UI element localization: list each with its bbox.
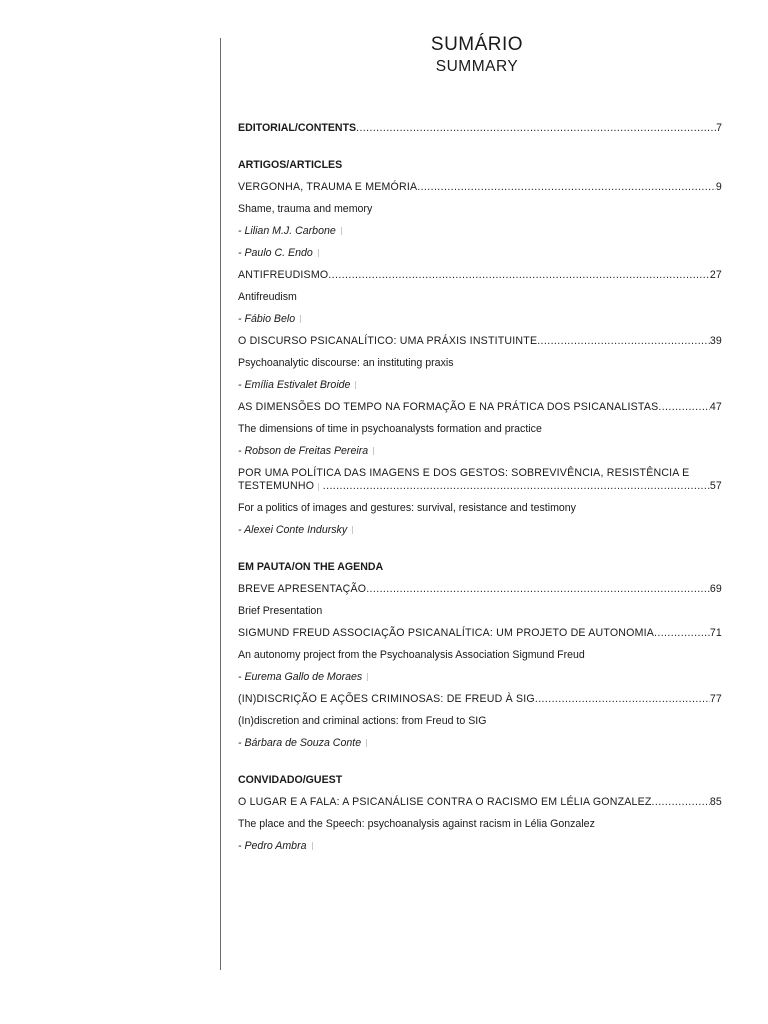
entry-author: - Robson de Freitas Pereira [238, 445, 722, 458]
toc-entry[interactable] [238, 693, 722, 750]
entry-title: VERGONHA, TRAUMA E MEMÓRIA [238, 181, 418, 193]
entry-author: - Fábio Belo [238, 313, 722, 326]
entry-subtitle: (In)discretion and criminal actions: from Freud to SIG [238, 715, 487, 727]
page-number: 9 [715, 181, 722, 193]
dot-leader [356, 122, 716, 135]
title-english: SUMMARY [435, 58, 519, 75]
entry-title: BREVE APRESENTAÇÃO [238, 583, 367, 595]
entry-title: (IN)DISCRIÇÃO E AÇÕES CRIMINOSAS: DE FREUD À SIG [238, 693, 535, 705]
toc-editorial-line[interactable] [238, 122, 722, 135]
entry-author: - Eurema Gallo de Moraes [238, 671, 722, 684]
toc-entry[interactable] [238, 796, 722, 853]
dot-leader [417, 181, 716, 194]
entry-title-line [238, 796, 722, 809]
table-of-contents [238, 122, 722, 853]
toc-entry[interactable] [238, 269, 722, 326]
entry-title-line [238, 335, 722, 348]
entry-subtitle: The place and the Speech: psychoanalysis against racism in Lélia Gonzalez [238, 818, 595, 830]
entry-subtitle: Psychoanalytic discourse: an instituting praxis [238, 357, 454, 369]
entry-subtitle: Antifreudism [238, 291, 297, 303]
page-title [412, 33, 542, 77]
entry-title: TESTEMUNHO [238, 480, 315, 492]
entry-author: - Emília Estivalet Broide [238, 379, 722, 392]
entry-title-line [238, 181, 722, 194]
section-heading-em-pauta: EM PAUTA/ON THE AGENDA [238, 561, 384, 573]
dot-leader [537, 335, 710, 348]
entry-title: AS DIMENSÕES DO TEMPO NA FORMAÇÃO E NA PRÁTICA DOS PSICANALISTAS [238, 401, 659, 413]
toc-entry[interactable] [238, 401, 722, 458]
title-portuguese: SUMÁRIO [430, 34, 524, 55]
entry-title: ANTIFREUDISMO [238, 269, 329, 281]
section-heading-convidado: CONVIDADO/GUEST [238, 774, 343, 786]
entry-title: SIGMUND FREUD ASSOCIAÇÃO PSICANALÍTICA: UM PROJETO DE AUTONOMIA [238, 627, 655, 639]
page-number: 7 [716, 122, 722, 134]
entry-title-line [238, 627, 722, 640]
page-number: 27 [709, 269, 722, 281]
toc-entry[interactable] [238, 181, 722, 260]
entry-title: O DISCURSO PSICANALÍTICO: UMA PRÁXIS INSTITUINTE [238, 335, 538, 347]
entry-subtitle: An autonomy project from the Psychoanalysis Association Sigmund Freud [238, 649, 585, 661]
entry-title-line [238, 693, 722, 706]
entry-subtitle: Brief Presentation [238, 605, 323, 617]
dot-leader [658, 401, 709, 414]
dot-leader [652, 796, 710, 809]
page-number: 69 [709, 583, 722, 595]
dot-leader [323, 480, 710, 493]
dot-leader [654, 627, 710, 640]
entry-title-line [238, 401, 722, 414]
page-number: 77 [709, 693, 722, 705]
entry-title-line1: POR UMA POLÍTICA DAS IMAGENS E DOS GESTOS: SOBREVIVÊNCIA, RESISTÊNCIA E [238, 467, 690, 479]
entry-title: O LUGAR E A FALA: A PSICANÁLISE CONTRA O RACISMO EM LÉLIA GONZALEZ [238, 796, 652, 808]
entry-subtitle: For a politics of images and gestures: survival, resistance and testimony [238, 502, 576, 514]
editorial-label: EDITORIAL/CONTENTS [238, 122, 357, 134]
dot-leader [328, 269, 710, 282]
entry-author: - Alexei Conte Indursky [238, 524, 722, 537]
entry-author: - Bárbara de Souza Conte [238, 737, 722, 750]
section-heading-artigos: ARTIGOS/ARTICLES [238, 159, 343, 171]
entry-title-line [238, 269, 722, 282]
entry-title-line [238, 583, 722, 596]
entry-author: - Pedro Ambra [238, 840, 722, 853]
page-divider-line [220, 38, 221, 970]
entry-author: - Paulo C. Endo [238, 247, 722, 260]
toc-entry[interactable] [238, 467, 722, 537]
page-number: 39 [709, 335, 722, 347]
page-number: 57 [709, 480, 722, 492]
page-number: 47 [709, 401, 722, 413]
entry-subtitle: The dimensions of time in psychoanalysts formation and practice [238, 423, 542, 435]
dot-leader [366, 583, 710, 596]
entry-author: - Lilian M.J. Carbone [238, 225, 722, 238]
page-number: 71 [709, 627, 722, 639]
entry-subtitle: Shame, trauma and memory [238, 203, 373, 215]
page-number: 85 [709, 796, 722, 808]
toc-entry[interactable] [238, 335, 722, 392]
toc-entry[interactable] [238, 583, 722, 618]
entry-title-line [238, 480, 722, 493]
dot-leader [535, 693, 710, 706]
toc-entry[interactable] [238, 627, 722, 684]
